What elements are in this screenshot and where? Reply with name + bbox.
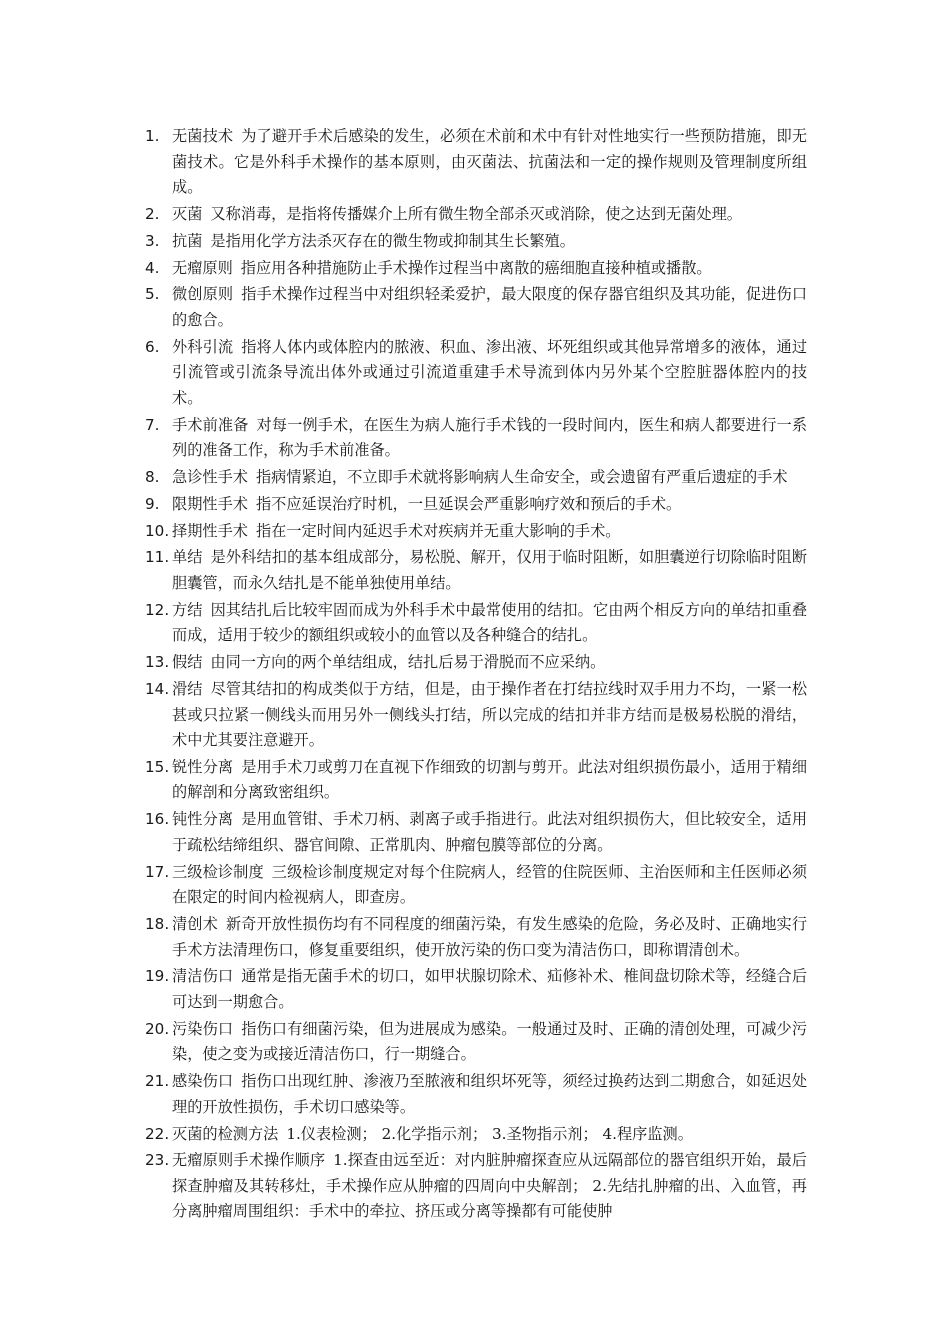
item-text: 因其结扎后比较牢固而成为外科手术中最常使用的结扣。它由两个相反方向的单结扣重叠而成，适用于较少的额组织或较小的血管以及各种缝合的结扎。	[172, 600, 808, 645]
list-item	[145, 1148, 807, 1225]
item-number: 8.	[145, 468, 160, 487]
list-item	[145, 282, 807, 333]
item-text: 指病情紧迫，不立即手术就将影响病人生命安全，或会遗留有严重后遗症的手术	[255, 468, 788, 487]
item-number: 15.	[145, 757, 170, 776]
item-term: 限期性手术	[172, 494, 248, 513]
list-item	[145, 1069, 807, 1120]
list-item	[145, 598, 807, 649]
item-term: 清创术	[172, 915, 218, 933]
item-text: 三级检诊制度规定对每个住院病人，经管的住院医师、主治医师和主任医师必须在限定的时间内检视病人，即查房。	[172, 862, 808, 907]
item-number: 23.	[145, 1151, 170, 1170]
item-text: 由同一方向的两个单结组成，结扎后易于滑脱而不应采纳。	[210, 653, 606, 672]
item-number: 21.	[145, 1072, 170, 1091]
item-text: 指伤口有细菌污染，但为进展成为感染。一般通过及时、正确的清创处理，可减少污染，使之变为或接近清洁伤口，行一期缝合。	[172, 1019, 808, 1064]
definition-list	[145, 124, 807, 1225]
item-term: 灭菌	[172, 204, 203, 223]
item-number: 1.	[145, 127, 160, 145]
item-text: 指将人体内或体腔内的脓液、积血、渗出液、坏死组织或其他异常增多的液体，通过引流管或引流条导流出体外或通过引流道重建手术导流到体内另外某个空腔脏器体腔内的技术。	[172, 337, 808, 407]
item-term: 假结	[172, 653, 203, 672]
list-item	[145, 335, 807, 412]
item-number: 6.	[145, 337, 160, 356]
item-number: 19.	[145, 967, 170, 986]
item-text: 指在一定时间内延迟手术对疾病并无重大影响的手术。	[255, 521, 621, 540]
item-number: 18.	[145, 915, 170, 933]
list-item	[145, 912, 807, 963]
item-text: 指手术操作过程当中对组织轻柔爱护，最大限度的保存器官组织及其功能，促进伤口的愈合。	[172, 285, 808, 329]
item-number: 11.	[145, 548, 170, 567]
list-item	[145, 413, 807, 464]
item-term: 择期性手术	[172, 521, 248, 540]
item-number: 9.	[145, 494, 160, 513]
item-text: 1.仪表检测； 2.化学指示剂； 3.圣物指示剂； 4.程序监测。	[286, 1124, 693, 1143]
item-term: 锐性分离	[172, 757, 234, 776]
item-term: 清洁伤口	[172, 967, 234, 986]
item-term: 灭菌的检测方法	[172, 1124, 279, 1143]
item-text: 1.探查由远至近：对内脏肿瘤探查应从远隔部位的器官组织开始，最后探查肿瘤及其转移灶，手术操作应从肿瘤的四周向中央解剖； 2.先结扎肿瘤的出、入血管，再分离肿瘤周围组织：手术中的牵拉、挤压或分离等操都有可能使肿	[172, 1151, 807, 1221]
item-number: 3.	[145, 231, 160, 250]
item-number: 4.	[145, 258, 160, 277]
list-item	[145, 860, 807, 911]
item-text: 对每一例手术，在医生为病人施行手术钱的一段时间内，医生和病人都要进行一系列的准备工作，称为手术前准备。	[172, 415, 808, 460]
item-term: 手术前准备	[172, 415, 249, 434]
item-term: 方结	[172, 600, 203, 619]
item-term: 污染伤口	[172, 1019, 234, 1038]
item-text: 指不应延误治疗时机，一旦延误会严重影响疗效和预后的手术。	[255, 494, 682, 513]
item-term: 无瘤原则	[172, 258, 233, 277]
list-item	[145, 1017, 807, 1068]
item-number: 22.	[145, 1124, 170, 1143]
item-term: 钝性分离	[172, 810, 234, 829]
item-term: 外科引流	[172, 337, 234, 356]
list-item	[145, 964, 807, 1015]
item-term: 无瘤原则手术操作顺序	[172, 1151, 326, 1170]
item-number: 2.	[145, 204, 160, 223]
item-text: 又称消毒，是指将传播媒介上所有微生物全部杀灭或消除，使之达到无菌处理。	[210, 204, 742, 223]
item-text: 尽管其结扣的构成类似于方结，但是，由于操作者在打结拉线时双手用力不均，一紧一松甚或只拉紧一侧线头而用另外一侧线头打结，所以完成的结扣并非方结而是极易松脱的滑结，术中尤其要注意避开。	[172, 679, 808, 750]
list-item	[145, 229, 807, 255]
list-item	[145, 465, 807, 491]
item-term: 急诊性手术	[172, 468, 248, 487]
list-item	[145, 492, 807, 518]
item-text: 是用手术刀或剪刀在直视下作细致的切割与剪开。此法对组织损伤最小，适用于精细的解剖和分离致密组织。	[172, 757, 808, 802]
item-term: 抗菌	[172, 231, 203, 250]
list-item	[145, 202, 807, 228]
item-text: 是外科结扣的基本组成部分，易松脱、解开，仅用于临时阻断，如胆囊逆行切除临时阻断胆囊管，而永久结扎是不能单独使用单结。	[172, 548, 808, 592]
document-page	[145, 124, 807, 1226]
item-term: 微创原则	[172, 285, 234, 304]
list-item	[145, 650, 807, 676]
list-item	[145, 807, 807, 858]
item-number: 12.	[145, 600, 170, 619]
item-text: 通常是指无菌手术的切口，如甲状腺切除术、疝修补术、椎间盘切除术等，经缝合后可达到一期愈合。	[172, 967, 808, 1011]
item-number: 17.	[145, 862, 170, 881]
item-term: 三级检诊制度	[172, 862, 264, 881]
item-text: 指伤口出现红肿、渗液乃至脓液和组织坏死等，须经过换药达到二期愈合，如延迟处理的开放性损伤，手术切口感染等。	[172, 1072, 808, 1116]
item-number: 20.	[145, 1019, 170, 1038]
item-term: 无菌技术	[172, 127, 234, 145]
item-number: 10.	[145, 521, 170, 540]
list-item	[145, 677, 807, 754]
item-text: 指应用各种措施防止手术操作过程当中离散的癌细胞直接种植或播散。	[240, 258, 712, 277]
item-number: 13.	[145, 653, 170, 672]
item-text: 新奇开放性损伤均有不同程度的细菌污染，有发生感染的危险，务必及时、正确地实行手术方法清理伤口，修复重要组织，使开放污染的伤口变为清洁伤口，即称谓清创术。	[172, 915, 808, 959]
item-term: 滑结	[172, 679, 203, 698]
list-item	[145, 755, 807, 806]
item-term: 感染伤口	[172, 1072, 234, 1091]
item-number: 16.	[145, 810, 170, 829]
item-number: 7.	[145, 415, 160, 434]
item-number: 14.	[145, 679, 170, 698]
list-item	[145, 1122, 807, 1148]
item-text: 是指用化学方法杀灭存在的微生物或抑制其生长繁殖。	[210, 231, 575, 250]
item-term: 单结	[172, 548, 203, 567]
item-number: 5.	[145, 285, 160, 304]
list-item	[145, 519, 807, 545]
item-text: 为了避开手术后感染的发生，必须在术前和术中有针对性地实行一些预防措施，即无菌技术。它是外科手术操作的基本原则，由灭菌法、抗菌法和一定的操作规则及管理制度所组成。	[172, 127, 808, 197]
list-item	[145, 124, 807, 201]
list-item	[145, 256, 807, 282]
item-text: 是用血管钳、手术刀柄、剥离子或手指进行。此法对组织损伤大，但比较安全，适用于疏松结缔组织、器官间隙、正常肌肉、肿瘤包膜等部位的分离。	[172, 810, 808, 854]
list-item	[145, 545, 807, 596]
